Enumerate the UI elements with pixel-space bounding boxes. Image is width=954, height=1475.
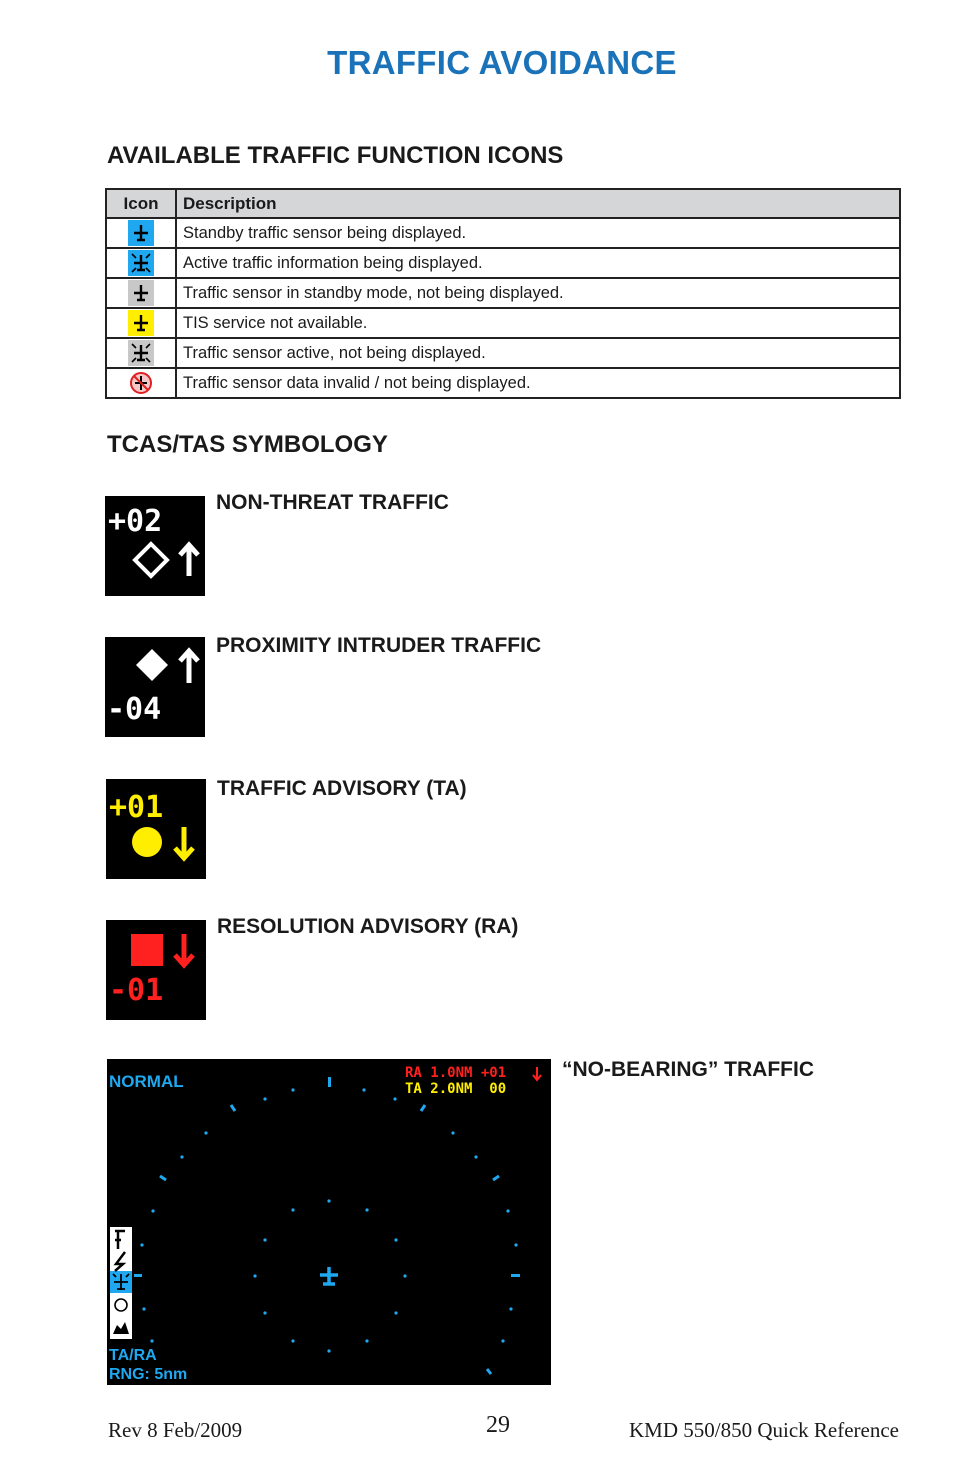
no-bearing-traffic-label: “NO-BEARING” TRAFFIC — [562, 1058, 814, 1081]
traffic-advisory-label: TRAFFIC ADVISORY (TA) — [217, 777, 467, 800]
side-icon-column — [110, 1227, 132, 1339]
arrow-up-icon — [180, 651, 198, 683]
page-title: TRAFFIC AVOIDANCE — [327, 44, 677, 81]
altitude-text: -01 — [109, 973, 164, 1008]
altitude-text: -04 — [107, 692, 162, 727]
icons-table — [105, 188, 901, 399]
no-bearing-traffic-display — [107, 1059, 551, 1385]
tcas-section-title: TCAS/TAS SYMBOLOGY — [107, 431, 388, 458]
range-label: RNG: 5nm — [109, 1366, 188, 1383]
icon-column-header: Icon — [106, 189, 176, 218]
filled-circle-icon — [132, 827, 162, 857]
icon-description: Traffic sensor active, not being displayed. — [176, 338, 900, 368]
footer-revision: Rev 8 Feb/2009 — [108, 1418, 243, 1442]
tis-unavailable-icon — [128, 310, 154, 336]
non-threat-traffic-label: NON-THREAT TRAFFIC — [216, 491, 449, 514]
altitude-text: +02 — [108, 504, 163, 539]
table-row — [106, 338, 900, 368]
filled-square-icon — [131, 934, 163, 966]
table-row — [106, 218, 900, 248]
function-label: TA/RA — [109, 1347, 157, 1364]
icons-section-title: AVAILABLE TRAFFIC FUNCTION ICONS — [107, 142, 564, 169]
proximity-intruder-symbol — [105, 637, 205, 737]
table-row — [106, 248, 900, 278]
arrow-down-icon — [175, 934, 193, 965]
table-header-row — [106, 189, 900, 218]
table-row — [106, 368, 900, 398]
proximity-intruder-label: PROXIMITY INTRUDER TRAFFIC — [216, 634, 542, 657]
ra-no-bearing-line: RA 1.0NM +01 — [405, 1065, 507, 1081]
page-number: 29 — [486, 1412, 510, 1438]
standby-not-displayed-icon — [128, 280, 154, 306]
icon-description: Active traffic information being displayed. — [176, 248, 900, 278]
filled-diamond-icon — [136, 649, 168, 681]
arrow-up-icon — [180, 545, 198, 576]
description-column-header: Description — [176, 189, 900, 218]
icon-description: TIS service not available. — [176, 308, 900, 338]
table-row — [106, 308, 900, 338]
resolution-advisory-label: RESOLUTION ADVISORY (RA) — [217, 915, 519, 938]
resolution-advisory-symbol — [106, 920, 206, 1020]
mode-label: NORMAL — [109, 1072, 184, 1091]
open-diamond-icon — [135, 544, 167, 576]
altitude-text: +01 — [109, 790, 164, 825]
arrow-down-icon — [533, 1067, 541, 1080]
active-traffic-displayed-icon — [128, 250, 154, 276]
table-row — [106, 278, 900, 308]
ta-no-bearing-line: TA 2.0NM 00 — [405, 1081, 507, 1097]
data-invalid-icon — [128, 370, 154, 396]
icon-description: Traffic sensor in standby mode, not being displayed. — [176, 278, 900, 308]
active-not-displayed-icon — [128, 340, 154, 366]
icon-description: Standby traffic sensor being displayed. — [176, 218, 900, 248]
traffic-advisory-symbol — [106, 779, 206, 879]
icon-description: Traffic sensor data invalid / not being displayed. — [176, 368, 900, 398]
arrow-down-icon — [175, 827, 193, 858]
standby-sensor-displayed-icon — [128, 220, 154, 246]
non-threat-traffic-symbol — [105, 496, 205, 596]
footer-document-title: KMD 550/850 Quick Reference — [628, 1418, 899, 1442]
ownship-icon — [320, 1267, 338, 1285]
